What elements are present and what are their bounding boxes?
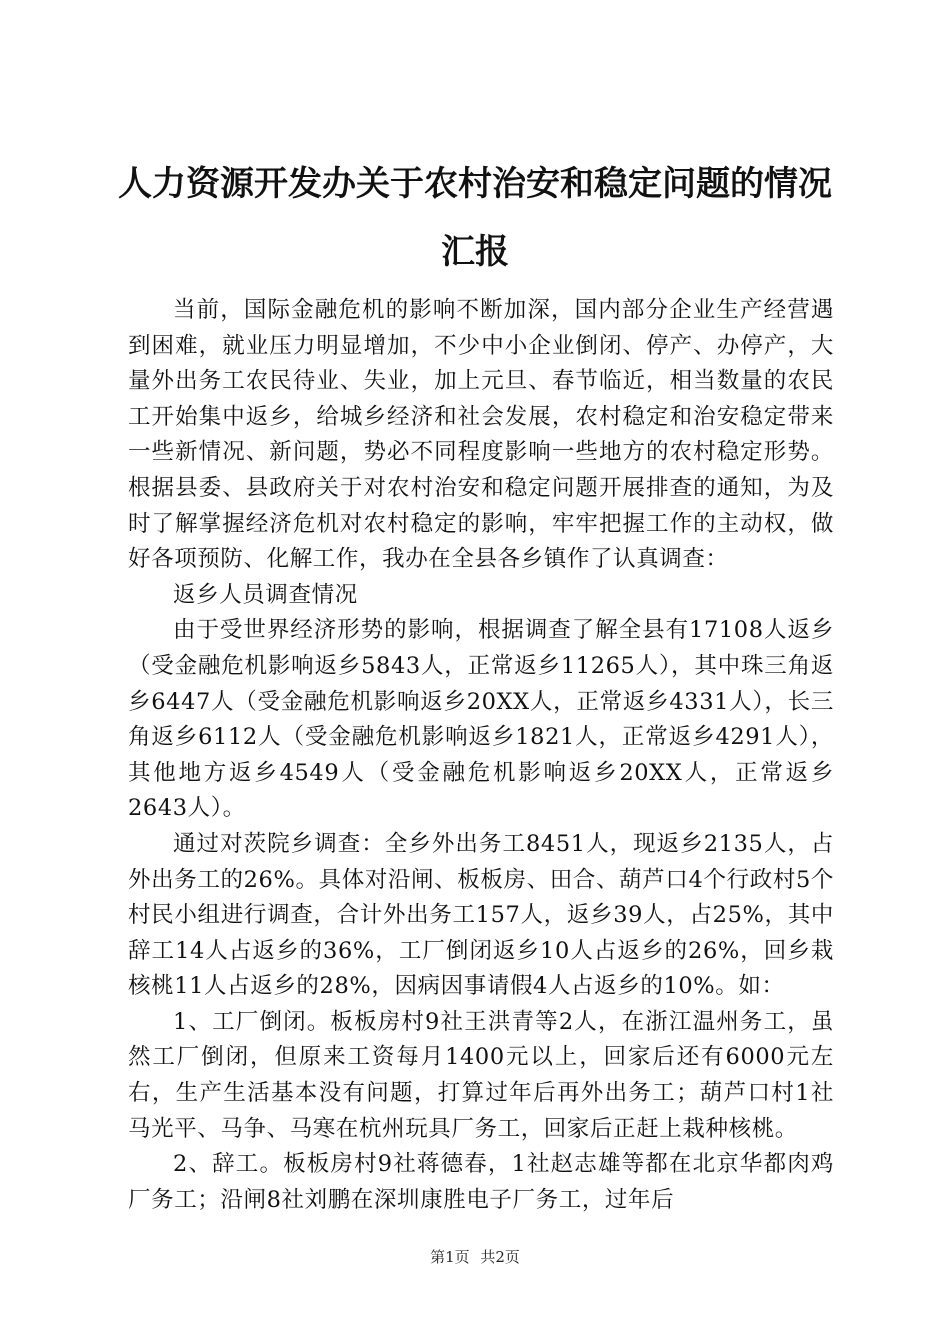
section-heading: 返乡人员调查情况 <box>173 581 358 608</box>
document-title: 人力资源开发办关于农村治安和稳定问题的情况汇报 <box>118 164 832 272</box>
document-body <box>128 293 834 1218</box>
paragraph-factory-closure: 1、工厂倒闭。板板房村9社王洪青等2人，在浙江温州务工，虽然工厂倒闭，但原来工资每月1400元以上，回家后还有6000元左右，生产生活基本没有问题，打算过年后再外出务工；葫芦口村1社马光平、马争、马寒在杭州玩具厂务工，回家后正赶上栽种核桃。 <box>128 1008 834 1142</box>
paragraph-intro: 当前，国际金融危机的影响不断加深，国内部分企业生产经营遇到困难，就业压力明显增加，不少中小企业倒闭、停产、办停产，大量外出务工农民待业、失业，加上元旦、春节临近，相当数量的农民工开始集中返乡，给城乡经济和社会发展，农村稳定和治安稳定带来一些新情况、新问题，势必不同程度影响一些地方的农村稳定形势。根据县委、县政府关于对农村治安和稳定问题开展排查的通知，为及时了解掌握经济危机对农村稳定的影响，牢牢把握工作的主动权，做好各项预防、化解工作，我办在全县各乡镇作了认真调查： <box>128 297 834 573</box>
page-total: 共2页 <box>480 1248 520 1266</box>
paragraph-survey: 通过对茨院乡调查：全乡外出务工8451人，现返乡2135人，占外出务工的26%。具体对沿闸、板板房、田合、葫芦口4个行政村5个村民小组进行调查，合计外出务工157人，返乡39人，占25%，其中辞工14人占返乡的36%，工厂倒闭返乡10人占返乡的26%，回乡栽核桃11人占返乡的28%，因病因事请假4人占返乡的10%。如： <box>128 830 834 1000</box>
paragraph-resignation: 2、辞工。板板房村9社蒋德春，1社赵志雄等都在北京华都肉鸡厂务工；沿闸8社刘鹏在深圳康胜电子厂务工，过年后 <box>128 1151 834 1213</box>
page-number: 第1页 <box>430 1248 470 1266</box>
page-footer <box>0 1246 950 1267</box>
paragraph-returnees: 由于受世界经济形势的影响，根据调查了解全县有17108人返乡（受金融危机影响返乡5843人，正常返乡11265人），其中珠三角返乡6447人（受金融危机影响返乡20XX人，正常返乡4331人），长三角返乡6112人（受金融危机影响返乡1821人，正常返乡4291人），其他地方返乡4549人（受金融危机影响返乡20XX人，正常返乡2643人）。 <box>128 617 834 822</box>
